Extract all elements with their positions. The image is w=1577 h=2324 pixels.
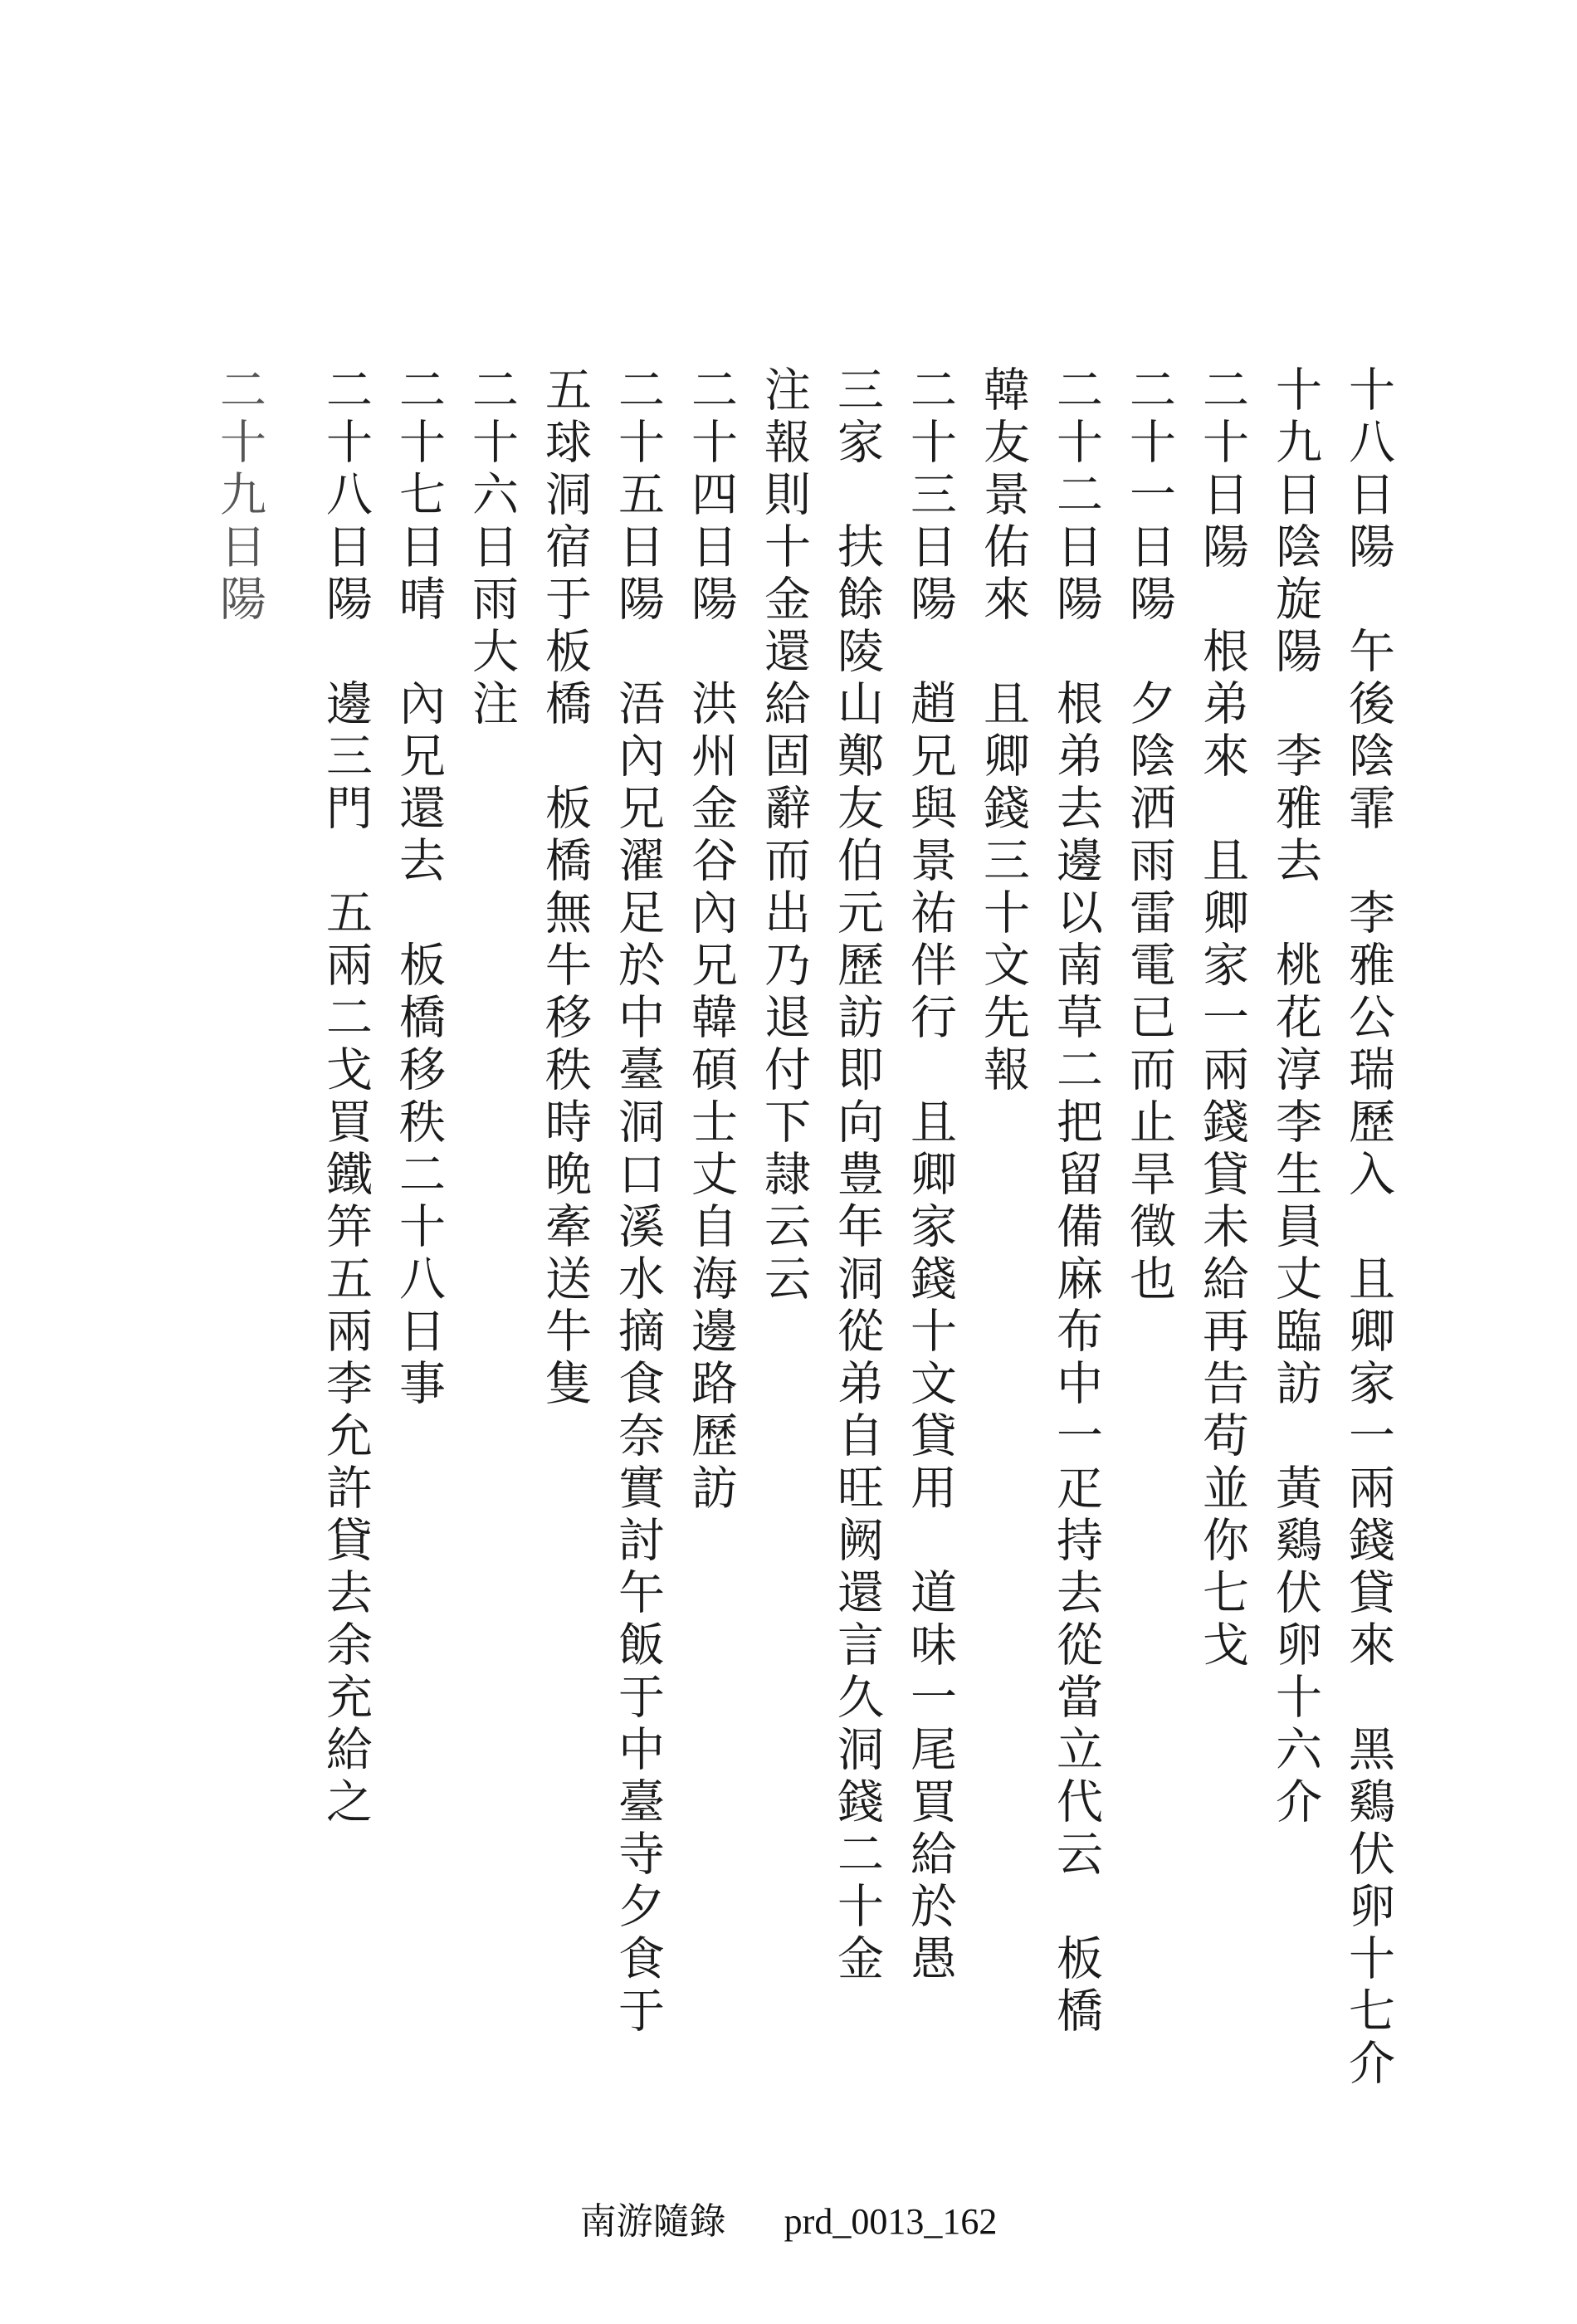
text-column: 二十八日陽 邊三門 五兩二戈買鐵笄五兩李允許貸去余充給之 [319,365,373,1829]
text-column: 二十九日陽 [212,365,266,627]
text-column: 二十五日陽 浯內兄濯足於中臺洞口溪水摘食奈實討午飯于中臺寺夕食于 [611,365,665,2038]
text-column: 三家 扶餘陵山鄭友伯元歷訪即向豊年洞從弟自旺阙還言久洞錢二十金 [830,365,884,1986]
page-footer [0,2191,1577,2244]
page-id: prd_0013_162 [784,2201,998,2242]
text-column: 二十七日晴 內兄還去 板橋移秩二十八日事 [392,365,446,1411]
text-column: 十八日陽 午後陰霏 李雅公瑞歷入 且卿家一兩錢貸來 黑鷄伏卵十七介 [1341,365,1395,2091]
book-title: 南游隨錄 [579,2201,726,2242]
text-column: 韓友景佑來 且卿錢三十文先報 [976,365,1030,1097]
text-column: 二十日陽 根弟來 且卿家一兩錢貸未給再告苟並你七戈 [1195,365,1249,1672]
text-column: 注報則十金還給固辭而出乃退付下隷云云 [757,365,811,1306]
text-column: 二十四日陽 洪州金谷內兄韓碩士丈自海邊路歷訪 [684,365,738,1516]
text-column: 十九日陰旋陽 李雅去 桃花淳李生員丈臨訪 黃鷄伏卵十六介 [1268,365,1322,1829]
text-column: 二十六日雨大注 [465,365,519,731]
text-column: 五球洞宿于板橋 板橋無牛移秩時晩牽送牛隻 [538,365,592,1411]
manuscript-text [208,365,1395,2133]
text-column: 二十三日陽 趙兄與景祐伴行 且卿家錢十文貸用 道味一尾買給於愚 [903,365,957,1986]
text-column: 二十一日陽 夕陰洒雨雷電已而止旱徵也 [1122,365,1176,1306]
text-column: 二十二日陽 根弟去邊以南草二把留備麻布中一疋持去從當立代云 板橋 [1049,365,1103,2038]
